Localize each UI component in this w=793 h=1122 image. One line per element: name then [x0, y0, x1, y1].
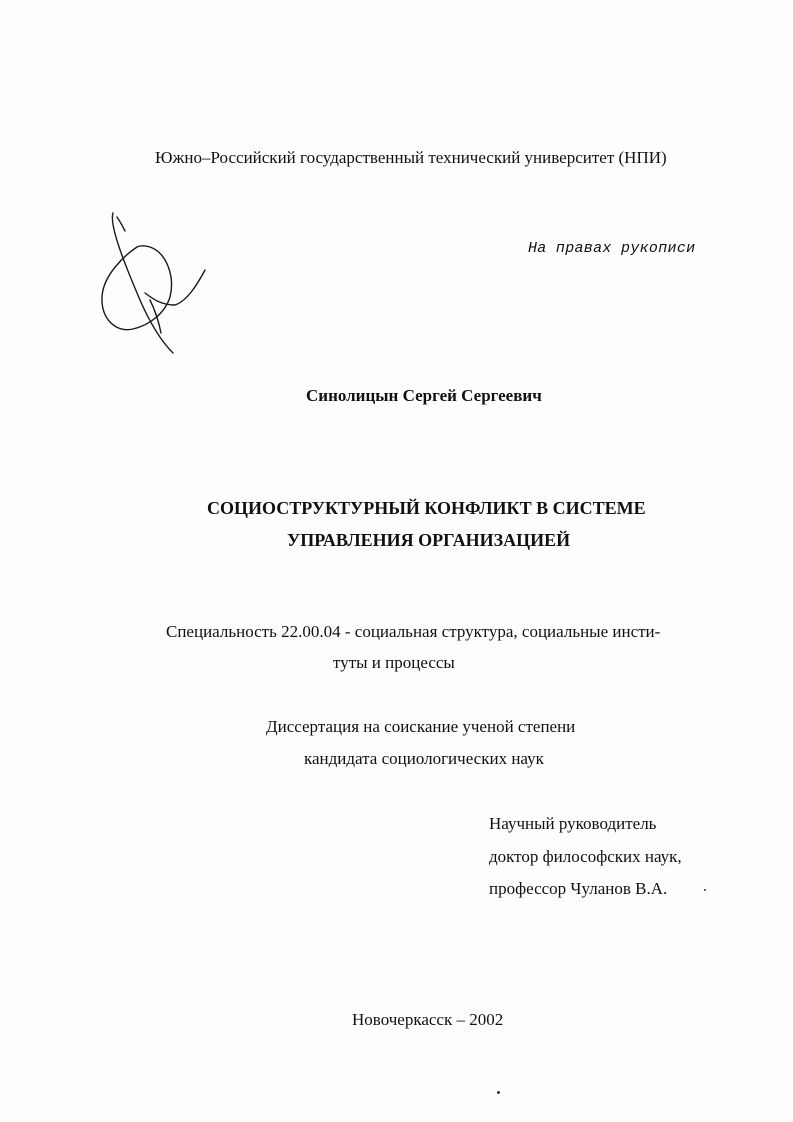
degree-line-2: кандидата социологических наук [304, 749, 544, 768]
dissertation-title-line-1: СОЦИОСТРУКТУРНЫЙ КОНФЛИКТ В СИСТЕМЕ [207, 498, 646, 518]
manuscript-rights-note: На правах рукописи [528, 240, 696, 257]
city-year: Новочеркасск – 2002 [352, 1010, 504, 1029]
scan-speck [497, 1091, 500, 1094]
handwritten-signature-icon [95, 205, 215, 360]
author-name: Синолицын Сергей Сергеевич [306, 386, 542, 405]
specialty-line-2: туты и процессы [333, 653, 455, 672]
supervisor-name: профессор Чуланов В.А. [489, 879, 668, 898]
specialty-line-1: Специальность 22.00.04 - социальная структура, социальные инсти- [166, 622, 661, 641]
dissertation-title-line-2: УПРАВЛЕНИЯ ОРГАНИЗАЦИЕЙ [287, 530, 571, 550]
university-name: Южно–Российский государственный технический университет (НПИ) [155, 148, 667, 167]
scan-speck [704, 889, 706, 891]
supervisor-degree: доктор философских наук, [489, 847, 682, 866]
degree-line-1: Диссертация на соискание ученой степени [266, 717, 576, 736]
supervisor-label: Научный руководитель [489, 814, 657, 833]
